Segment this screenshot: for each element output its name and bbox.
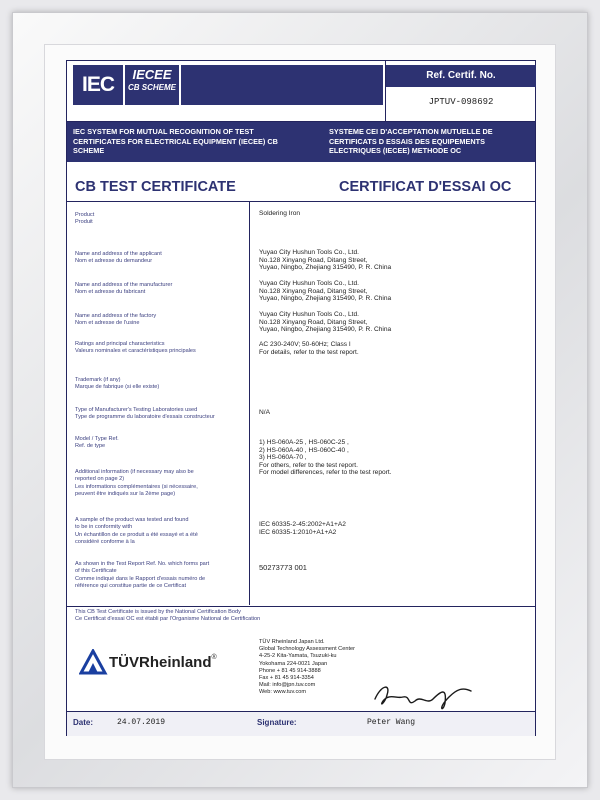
report-label-fr-1: Comme indiqué dans le Rapport d'essais numéro de <box>75 575 206 582</box>
applicant-line-2: No.128 Xinyang Road, Ditang Street, <box>259 256 368 264</box>
manufacturer-label <box>75 282 247 297</box>
lab-type-value: N/A <box>259 409 270 416</box>
additional-label-en-1: Additional information (if necessary may also be <box>75 469 194 475</box>
report-number: 50273773 001 <box>259 563 307 572</box>
model-line-5: For model differences, refer to the test report. <box>259 469 392 477</box>
report-label-en-1: As shown in the Test Report Ref. No. which forms part <box>75 561 210 567</box>
report-label-en-2: of this Certificate <box>75 568 117 575</box>
signature-label: Signature: <box>257 718 297 727</box>
ratings-label-fr: Valeurs nominales et caractéristiques principales <box>75 348 196 355</box>
model-line-4: For others, refer to the test report. <box>259 461 358 469</box>
title-fr: CERTIFICAT D'ESSAI OC <box>339 179 512 195</box>
factory-label-fr: Nom et adresse de l'usine <box>75 320 140 327</box>
product-label <box>75 212 247 227</box>
tuv-logo-text: TÜVRheinland <box>109 654 212 671</box>
system-banner <box>67 122 535 162</box>
model-value <box>259 439 529 477</box>
lab-type-label <box>75 407 247 422</box>
applicant-label <box>75 251 247 266</box>
model-line-2: 2) HS-060A-40 , HS-060C-40 , <box>259 446 349 454</box>
iecee-logo <box>125 65 179 105</box>
ratings-label <box>75 341 247 356</box>
sample-label <box>75 517 247 547</box>
factory-value <box>259 311 529 334</box>
reference-title: Ref. Certif. No. <box>386 65 536 87</box>
model-line-3: 3) HS-060A-70 , <box>259 454 307 462</box>
model-line-1: 1) HS-060A-25 , HS-060C-25 , <box>259 439 349 446</box>
applicant-line-1: Yuyao City Hushun Tools Co., Ltd. <box>259 249 359 256</box>
iecee-logo-text: IECEE <box>132 67 172 82</box>
manufacturer-line-2: No.128 Xinyang Road, Ditang Street, <box>259 287 368 295</box>
header-band <box>181 65 383 105</box>
sample-label-fr-1: Un échantillon de ce produit a été essayé et a été <box>75 531 198 538</box>
ratings-value <box>259 341 529 356</box>
issuer-line-1: TÜV Rheinland Japan Ltd. <box>259 639 325 645</box>
manufacturer-value <box>259 280 529 303</box>
reference-box <box>385 61 536 121</box>
additional-info-label <box>75 469 247 499</box>
standard-line-1: IEC 60335-2-45:2002+A1+A2 <box>259 521 346 528</box>
system-text-en: IEC SYSTEM FOR MUTUAL RECOGNITION OF TEST CERTIFICATES FOR ELECTRICAL EQUIPMENT (IECEE) CB SCHEME <box>73 127 278 155</box>
applicant-line-3: Yuyao, Ningbo, Zhejiang 315490, P. R. China <box>259 264 392 272</box>
sample-label-en-2: to be in conformity with <box>75 524 133 531</box>
title-en: CB TEST CERTIFICATE <box>75 179 236 195</box>
issuer-line-3: 4-25-2 Kita-Yamata, Tsuzuki-ku <box>259 653 337 660</box>
standards-value <box>259 521 529 536</box>
certificate-header <box>67 61 535 122</box>
additional-label-fr-2: peuvent être indiqués sur la 2ème page) <box>75 491 176 498</box>
factory-label <box>75 313 247 328</box>
additional-label-fr-1: Les informations complémentaires (si nécessaire, <box>75 483 198 490</box>
standard-line-2: IEC 60335-1:2010+A1+A2 <box>259 528 337 536</box>
system-text-fr: SYSTEME CEI D'ACCEPTATION MUTUELLE DE CERTIFICATS D ESSAIS DES EQUIPEMENTS ELECTRIQUES (IECEE) METHODE OC <box>329 127 493 155</box>
column-divider <box>249 201 250 605</box>
issuer-line-8: Web: www.tuv.com <box>259 689 307 696</box>
date-value: 24.07.2019 <box>117 718 166 727</box>
trademark-label-fr: Marque de fabrique (si elle existe) <box>75 384 160 391</box>
trademark-label <box>75 377 247 392</box>
product-label-fr: Produit <box>75 219 93 226</box>
issuer-line-7: Mail: info@jpn.tuv.com <box>259 682 316 689</box>
product-value: Soldering Iron <box>259 210 301 217</box>
manufacturer-label-en: Name and address of the manufacturer <box>75 282 173 288</box>
issuer-line-2: Global Technology Assessment Center <box>259 646 355 653</box>
report-label-fr-2: référence qui constitue partie de ce Certificat <box>75 583 187 590</box>
report-label <box>75 561 247 591</box>
model-label-en: Model / Type Ref. <box>75 436 119 442</box>
sample-label-en-1: A sample of the product was tested and found <box>75 517 189 523</box>
reference-number: JPTUV-098692 <box>428 97 494 107</box>
product-label-en: Product <box>75 212 95 218</box>
applicant-label-fr: Nom et adresse du demandeur <box>75 258 153 265</box>
trademark-label-en: Trademark (if any) <box>75 377 121 383</box>
ratings-line-1: AC 230-240V; 50-60Hz; Class I <box>259 341 351 348</box>
footnote-en: This CB Test Certificate is issued by the National Certification Body <box>75 609 241 615</box>
tuv-logo-mark: ® <box>211 654 217 661</box>
ratings-line-2: For details, refer to the test report. <box>259 348 359 356</box>
issuer-line-4: Yokohama 224-0021 Japan <box>259 660 328 667</box>
tuv-rheinland-logo <box>109 654 217 671</box>
ratings-label-en: Ratings and principal characteristics <box>75 341 165 347</box>
footnote-fr: Ce Certificat d'essai OC est établi par l'Organisme National de Certification <box>75 616 261 623</box>
lab-type-label-fr: Type de programme du laboratoire d'essais constructeur <box>75 414 215 421</box>
factory-line-3: Yuyao, Ningbo, Zhejiang 315490, P. R. China <box>259 326 392 334</box>
signature-name: Peter Wang <box>367 718 416 727</box>
model-label <box>75 436 247 451</box>
iecee-logo-subtext: CB SCHEME <box>127 83 176 92</box>
handwritten-signature <box>367 679 487 715</box>
date-label: Date: <box>73 718 94 727</box>
manufacturer-line-3: Yuyao, Ningbo, Zhejiang 315490, P. R. China <box>259 295 392 303</box>
issuer-line-6: Fax + 81 45 914-3354 <box>259 675 314 682</box>
lab-type-label-en: Type of Manufacturer's Testing Laboratories used <box>75 407 198 413</box>
certificate-document <box>66 60 536 736</box>
sample-label-fr-2: considéré conforme à la <box>75 539 135 546</box>
model-label-fr: Ref. de type <box>75 443 106 450</box>
additional-label-en-2: reported on page 2) <box>75 476 125 483</box>
applicant-label-en: Name and address of the applicant <box>75 251 162 257</box>
issuer-line-5: Phone + 81 45 914-3888 <box>259 667 321 674</box>
factory-line-1: Yuyao City Hushun Tools Co., Ltd. <box>259 311 359 318</box>
applicant-value <box>259 249 529 272</box>
factory-line-2: No.128 Xinyang Road, Ditang Street, <box>259 318 368 326</box>
issuer-footnote <box>75 609 260 624</box>
factory-label-en: Name and address of the factory <box>75 313 157 319</box>
iec-logo: IEC <box>73 65 123 105</box>
manufacturer-label-fr: Nom et adresse du fabricant <box>75 289 146 296</box>
manufacturer-line-1: Yuyao City Hushun Tools Co., Ltd. <box>259 280 359 287</box>
